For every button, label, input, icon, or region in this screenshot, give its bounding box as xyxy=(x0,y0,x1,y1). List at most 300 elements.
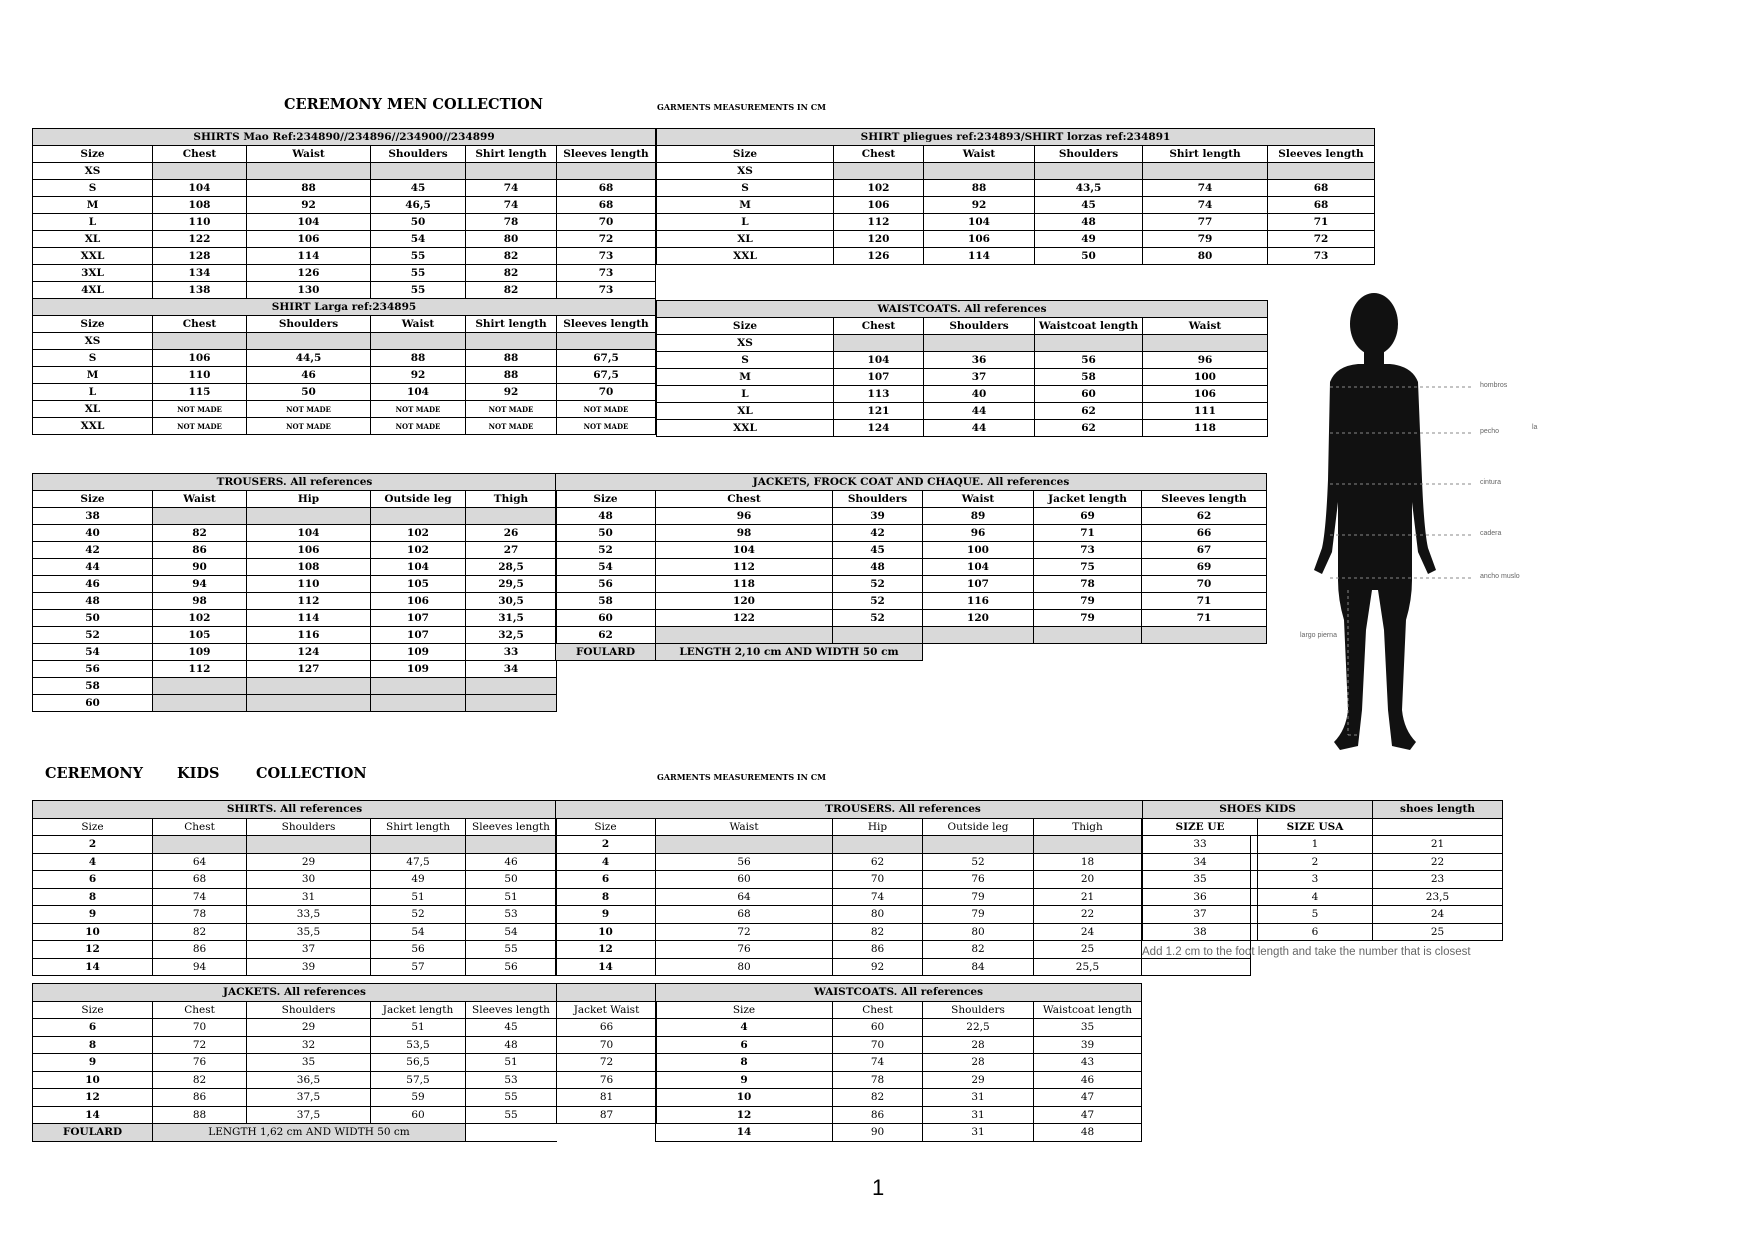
column-header: Shoulders xyxy=(1035,146,1143,163)
table-cell xyxy=(466,836,557,854)
size-cell: 48 xyxy=(556,508,656,525)
table-cell: 78 xyxy=(466,214,557,231)
table-cell: 60 xyxy=(371,1107,466,1125)
column-header: Hip xyxy=(833,819,923,837)
table-cell xyxy=(1143,163,1268,180)
table-cell: 102 xyxy=(153,610,247,627)
table-cell: 130 xyxy=(247,282,371,299)
table-cell: 35 xyxy=(1034,1019,1142,1037)
table-title: TROUSERS. All references xyxy=(33,474,557,491)
table-cell: 51 xyxy=(371,1019,466,1037)
table-cell: 2 xyxy=(1258,854,1373,872)
table-cell: 88 xyxy=(924,180,1035,197)
table-cell: 67 xyxy=(1142,542,1267,559)
table-title: JACKETS. All references xyxy=(33,984,557,1002)
table-cell: 38 xyxy=(1143,924,1258,942)
size-cell: 14 xyxy=(556,959,656,977)
table-cell xyxy=(466,163,557,180)
table-cell: 80 xyxy=(833,906,923,924)
table-cell: 21 xyxy=(1373,836,1503,854)
size-cell: 50 xyxy=(556,525,656,542)
table-cell: 102 xyxy=(371,542,466,559)
size-cell: 48 xyxy=(33,593,153,610)
table-cell xyxy=(466,508,557,525)
table-cell: NOT MADE xyxy=(247,401,371,418)
column-header: Chest xyxy=(834,318,924,335)
table-cell: 5 xyxy=(1258,906,1373,924)
size-cell: 8 xyxy=(33,1037,153,1055)
table-cell: 76 xyxy=(153,1054,247,1072)
table-cell: 115 xyxy=(153,384,247,401)
size-cell: 10 xyxy=(33,924,153,942)
table-cell: 79 xyxy=(923,889,1034,907)
table-cell: 76 xyxy=(923,871,1034,889)
table-cell: 94 xyxy=(153,576,247,593)
size-cell: 2 xyxy=(556,836,656,854)
table-cell xyxy=(1373,819,1503,837)
size-cell: 12 xyxy=(33,1089,153,1107)
size-cell: 54 xyxy=(33,644,153,661)
column-header: Hip xyxy=(247,491,371,508)
table-cell: 90 xyxy=(153,559,247,576)
table-cell: 76 xyxy=(656,941,833,959)
kids-jackets-table xyxy=(32,983,657,1142)
kids-shirts-table xyxy=(32,800,557,976)
column-header: Chest xyxy=(656,491,833,508)
shoes-title: SHOES KIDS xyxy=(1143,801,1373,819)
table-cell: 40 xyxy=(924,386,1035,403)
table-cell: NOT MADE xyxy=(371,401,466,418)
table-cell: 77 xyxy=(1143,214,1268,231)
column-header: Size xyxy=(556,819,656,837)
table-cell: 110 xyxy=(153,214,247,231)
table-cell: 25 xyxy=(1373,924,1503,942)
table-cell: 112 xyxy=(153,661,247,678)
table-cell: 106 xyxy=(1143,386,1268,403)
size-cell: 12 xyxy=(33,941,153,959)
table-cell: 62 xyxy=(833,854,923,872)
column-header: Shoulders xyxy=(923,1002,1034,1020)
table-cell: 80 xyxy=(923,924,1034,942)
table-cell: 74 xyxy=(466,197,557,214)
table-cell: 110 xyxy=(247,576,371,593)
table-cell: 47 xyxy=(1034,1107,1142,1125)
table-cell: 106 xyxy=(247,231,371,248)
shirt-pliegues-table xyxy=(656,128,1375,265)
table-cell: 55 xyxy=(466,1089,557,1107)
table-cell: 92 xyxy=(371,367,466,384)
table-cell: 80 xyxy=(1143,248,1268,265)
table-cell: 37 xyxy=(924,369,1035,386)
size-cell: 52 xyxy=(33,627,153,644)
table-cell: 112 xyxy=(247,593,371,610)
table-cell: 57 xyxy=(371,959,466,977)
table-cell: 106 xyxy=(153,350,247,367)
table-cell: 53 xyxy=(466,906,557,924)
size-cell: 8 xyxy=(33,889,153,907)
column-header: Waistcoat length xyxy=(1035,318,1143,335)
table-cell: 75 xyxy=(1034,559,1142,576)
table-cell xyxy=(1268,163,1375,180)
table-cell: 127 xyxy=(247,661,371,678)
column-header: Shoulders xyxy=(247,316,371,333)
kids-title-kids: KIDS xyxy=(177,765,220,782)
table-cell: 138 xyxy=(153,282,247,299)
table-cell: 51 xyxy=(371,889,466,907)
table-cell: 57,5 xyxy=(371,1072,466,1090)
table-cell: 102 xyxy=(834,180,924,197)
table-cell: 94 xyxy=(153,959,247,977)
kids-title-collection: COLLECTION xyxy=(256,765,367,782)
table-cell: 82 xyxy=(833,924,923,942)
size-cell: M xyxy=(657,197,834,214)
column-header: Shirt length xyxy=(466,146,557,163)
table-cell: 48 xyxy=(1035,214,1143,231)
table-cell: 22 xyxy=(1034,906,1142,924)
jackets-table xyxy=(555,473,1267,661)
table-cell xyxy=(371,695,466,712)
table-cell xyxy=(1035,163,1143,180)
table-cell: 107 xyxy=(923,576,1034,593)
table-cell: 104 xyxy=(153,180,247,197)
column-header: Size xyxy=(657,318,834,335)
column-header: Waist xyxy=(247,146,371,163)
table-title: SHIRTS Mao Ref:234890//234896//234900//234899 xyxy=(33,129,656,146)
trousers-table xyxy=(32,473,557,712)
table-cell: 28 xyxy=(923,1054,1034,1072)
table-cell: 55 xyxy=(371,282,466,299)
foulard-text: LENGTH 2,10 cm AND WIDTH 50 cm xyxy=(656,644,923,661)
table-cell: 72 xyxy=(557,1054,657,1072)
table-cell: 25 xyxy=(1034,941,1142,959)
table-cell: 88 xyxy=(466,367,557,384)
table-cell xyxy=(834,335,924,352)
table-cell: 102 xyxy=(371,525,466,542)
size-cell: 58 xyxy=(556,593,656,610)
table-cell: 28,5 xyxy=(466,559,557,576)
column-header: Thigh xyxy=(466,491,557,508)
table-cell: 23,5 xyxy=(1373,889,1503,907)
table-cell xyxy=(1142,959,1251,977)
table-cell: 107 xyxy=(834,369,924,386)
table-cell: 111 xyxy=(1143,403,1268,420)
size-cell: XS xyxy=(33,163,153,180)
column-header: Waistcoat length xyxy=(1034,1002,1142,1020)
table-cell: 126 xyxy=(834,248,924,265)
table-cell xyxy=(1034,836,1142,854)
column-header: Sleeves length xyxy=(557,146,656,163)
table-cell: 3 xyxy=(1258,871,1373,889)
table-cell: 108 xyxy=(247,559,371,576)
table-cell: 47,5 xyxy=(371,854,466,872)
table-title: SHIRT Larga ref:234895 xyxy=(33,299,656,316)
table-cell: 55 xyxy=(466,941,557,959)
size-cell: 12 xyxy=(556,941,656,959)
column-header: Jacket length xyxy=(371,1002,466,1020)
column-header: Waist xyxy=(923,491,1034,508)
column-header: Shoulders xyxy=(833,491,923,508)
table-cell: 78 xyxy=(1034,576,1142,593)
table-cell xyxy=(247,508,371,525)
table-cell: 71 xyxy=(1142,610,1267,627)
table-cell: 33 xyxy=(1143,836,1258,854)
table-cell: 128 xyxy=(153,248,247,265)
table-cell: 104 xyxy=(834,352,924,369)
column-header: Sleeves length xyxy=(557,316,656,333)
table-cell: 116 xyxy=(923,593,1034,610)
table-cell: 104 xyxy=(923,559,1034,576)
column-header: Shoulders xyxy=(371,146,466,163)
table-cell: 62 xyxy=(1035,403,1143,420)
size-cell: 4 xyxy=(656,1019,833,1037)
size-cell: 4 xyxy=(33,854,153,872)
table-cell: 34 xyxy=(1143,854,1258,872)
size-cell: 6 xyxy=(656,1037,833,1055)
table-cell xyxy=(153,333,247,350)
size-cell: XXL xyxy=(657,420,834,437)
table-cell: 72 xyxy=(1268,231,1375,248)
shoes-note: Add 1.2 cm to the foot length and take the number that is closest xyxy=(1142,946,1471,958)
table-cell xyxy=(557,333,656,350)
table-cell: 106 xyxy=(924,231,1035,248)
table-cell: 107 xyxy=(371,610,466,627)
table-cell: 45 xyxy=(833,542,923,559)
table-cell: 28 xyxy=(923,1037,1034,1055)
size-cell: S xyxy=(33,180,153,197)
size-cell: M xyxy=(33,197,153,214)
table-cell: 68 xyxy=(557,197,656,214)
size-cell: 14 xyxy=(656,1124,833,1142)
column-header: Size xyxy=(556,491,656,508)
size-cell: XXL xyxy=(33,248,153,265)
table-cell: 116 xyxy=(247,627,371,644)
table-cell xyxy=(656,836,833,854)
table-cell: 70 xyxy=(833,871,923,889)
size-cell: XXL xyxy=(657,248,834,265)
table-cell: NOT MADE xyxy=(466,418,557,435)
table-cell: 52 xyxy=(833,593,923,610)
size-cell: L xyxy=(657,386,834,403)
size-cell: 9 xyxy=(556,906,656,924)
table-cell: 37,5 xyxy=(247,1089,371,1107)
table-cell: 104 xyxy=(656,542,833,559)
table-cell: 100 xyxy=(923,542,1034,559)
table-cell: 6 xyxy=(1258,924,1373,942)
column-header: Chest xyxy=(833,1002,923,1020)
table-cell: 46 xyxy=(1034,1072,1142,1090)
table-cell: 27 xyxy=(466,542,557,559)
table-cell xyxy=(247,333,371,350)
size-cell: M xyxy=(657,369,834,386)
size-cell: 62 xyxy=(556,627,656,644)
table-cell: 82 xyxy=(153,924,247,942)
column-header: Chest xyxy=(834,146,924,163)
table-cell: 56 xyxy=(1035,352,1143,369)
table-cell: 18 xyxy=(1034,854,1142,872)
size-cell: 60 xyxy=(556,610,656,627)
table-title: SHIRTS. All references xyxy=(33,801,557,819)
kids-shoes-table xyxy=(1142,800,1503,941)
table-cell xyxy=(924,335,1035,352)
table-cell: 60 xyxy=(656,871,833,889)
table-cell: 112 xyxy=(834,214,924,231)
table-cell: 114 xyxy=(247,610,371,627)
column-header: Waist xyxy=(1143,318,1268,335)
table-cell: 70 xyxy=(833,1037,923,1055)
table-cell: 60 xyxy=(833,1019,923,1037)
table-cell: 78 xyxy=(833,1072,923,1090)
table-cell xyxy=(371,333,466,350)
table-cell: 100 xyxy=(1143,369,1268,386)
table-cell: 68 xyxy=(1268,180,1375,197)
table-cell: 92 xyxy=(924,197,1035,214)
table-cell: NOT MADE xyxy=(153,401,247,418)
column-header: Waist xyxy=(656,819,833,837)
size-cell: 9 xyxy=(33,1054,153,1072)
size-cell: XL xyxy=(657,403,834,420)
table-cell: 120 xyxy=(656,593,833,610)
table-cell: 92 xyxy=(466,384,557,401)
table-cell xyxy=(1035,335,1143,352)
table-cell: 104 xyxy=(371,384,466,401)
table-cell: 21 xyxy=(1034,889,1142,907)
table-cell: 37 xyxy=(1143,906,1258,924)
table-cell: 56 xyxy=(371,941,466,959)
human-silhouette-icon xyxy=(1300,290,1560,775)
size-cell: 6 xyxy=(556,871,656,889)
size-cell: 38 xyxy=(33,508,153,525)
size-cell: S xyxy=(657,180,834,197)
table-cell: 112 xyxy=(656,559,833,576)
table-cell: 52 xyxy=(923,854,1034,872)
body-measurement-figure xyxy=(1300,290,1560,775)
table-cell xyxy=(371,678,466,695)
table-cell: 88 xyxy=(466,350,557,367)
table-cell: 76 xyxy=(557,1072,657,1090)
table-cell: 73 xyxy=(1034,542,1142,559)
column-header: Sleeves length xyxy=(1268,146,1375,163)
table-cell: 69 xyxy=(1034,508,1142,525)
table-cell: 43,5 xyxy=(1035,180,1143,197)
size-cell: 46 xyxy=(33,576,153,593)
table-cell: 46 xyxy=(247,367,371,384)
size-cell: XXL xyxy=(33,418,153,435)
column-header: Shirt length xyxy=(1143,146,1268,163)
table-cell: 109 xyxy=(153,644,247,661)
size-cell: XS xyxy=(657,335,834,352)
table-cell: 4 xyxy=(1258,889,1373,907)
table-cell xyxy=(466,1124,557,1142)
table-cell: NOT MADE xyxy=(557,418,656,435)
table-cell: 78 xyxy=(153,906,247,924)
figure-label-cintura: cintura xyxy=(1480,479,1502,486)
column-header: Chest xyxy=(153,1002,247,1020)
table-cell xyxy=(371,836,466,854)
table-cell: 55 xyxy=(371,248,466,265)
table-cell: 104 xyxy=(371,559,466,576)
size-cell: 42 xyxy=(33,542,153,559)
table-cell: 120 xyxy=(923,610,1034,627)
table-cell: 29 xyxy=(247,1019,371,1037)
waistcoats-table xyxy=(656,300,1268,437)
table-cell: 86 xyxy=(833,941,923,959)
men-measurement-note: GARMENTS MEASUREMENTS IN CM xyxy=(657,102,826,112)
table-cell: 39 xyxy=(833,508,923,525)
size-cell: 4XL xyxy=(33,282,153,299)
table-cell: 31 xyxy=(923,1089,1034,1107)
size-cell: 6 xyxy=(33,871,153,889)
table-cell: 46 xyxy=(466,854,557,872)
table-cell: 72 xyxy=(656,924,833,942)
table-cell: 26 xyxy=(466,525,557,542)
table-cell xyxy=(466,333,557,350)
table-cell: 74 xyxy=(1143,180,1268,197)
table-cell: 37,5 xyxy=(247,1107,371,1125)
table-cell: 90 xyxy=(833,1124,923,1142)
table-cell xyxy=(924,163,1035,180)
table-cell xyxy=(834,163,924,180)
table-cell: 79 xyxy=(923,906,1034,924)
table-cell: 86 xyxy=(833,1107,923,1125)
table-cell: 24 xyxy=(1373,906,1503,924)
size-cell: S xyxy=(657,352,834,369)
table-cell: 109 xyxy=(371,644,466,661)
table-cell: 109 xyxy=(371,661,466,678)
size-cell: 6 xyxy=(33,1019,153,1037)
kids-title-ceremony: CEREMONY xyxy=(45,765,143,782)
figure-label-cadera: cadera xyxy=(1480,530,1502,537)
foulard-label: FOULARD xyxy=(33,1124,153,1142)
table-cell: 81 xyxy=(557,1089,657,1107)
table-cell: 48 xyxy=(466,1037,557,1055)
table-cell: 22,5 xyxy=(923,1019,1034,1037)
table-cell: 68 xyxy=(1268,197,1375,214)
table-cell: 72 xyxy=(153,1037,247,1055)
table-cell: 67,5 xyxy=(557,367,656,384)
table-title: SHIRT pliegues ref:234893/SHIRT lorzas ref:234891 xyxy=(657,129,1375,146)
table-cell: 54 xyxy=(466,924,557,942)
table-cell: 79 xyxy=(1034,593,1142,610)
table-cell: 88 xyxy=(153,1107,247,1125)
column-header: Sleeves length xyxy=(466,1002,557,1020)
table-cell: 82 xyxy=(923,941,1034,959)
table-title: TROUSERS. All references xyxy=(556,801,1251,819)
table-cell: 68 xyxy=(656,906,833,924)
shirts-mao-table xyxy=(32,128,656,435)
size-cell: 52 xyxy=(556,542,656,559)
table-cell: 114 xyxy=(247,248,371,265)
table-cell: 74 xyxy=(153,889,247,907)
table-cell: 52 xyxy=(371,906,466,924)
table-cell: 29 xyxy=(247,854,371,872)
table-cell xyxy=(466,678,557,695)
table-title: WAISTCOATS. All references xyxy=(657,301,1268,318)
table-cell: 70 xyxy=(557,384,656,401)
table-cell: 110 xyxy=(153,367,247,384)
table-cell: 49 xyxy=(1035,231,1143,248)
figure-label-pecho: pecho xyxy=(1480,428,1500,435)
table-cell: 104 xyxy=(247,525,371,542)
table-cell: 74 xyxy=(833,1054,923,1072)
table-cell: 44,5 xyxy=(247,350,371,367)
table-cell: 82 xyxy=(153,1072,247,1090)
table-cell: 50 xyxy=(1035,248,1143,265)
column-header: Shoulders xyxy=(247,819,371,837)
table-cell: 43 xyxy=(1034,1054,1142,1072)
table-cell: 33 xyxy=(466,644,557,661)
size-cell: XL xyxy=(33,401,153,418)
size-cell: 8 xyxy=(656,1054,833,1072)
